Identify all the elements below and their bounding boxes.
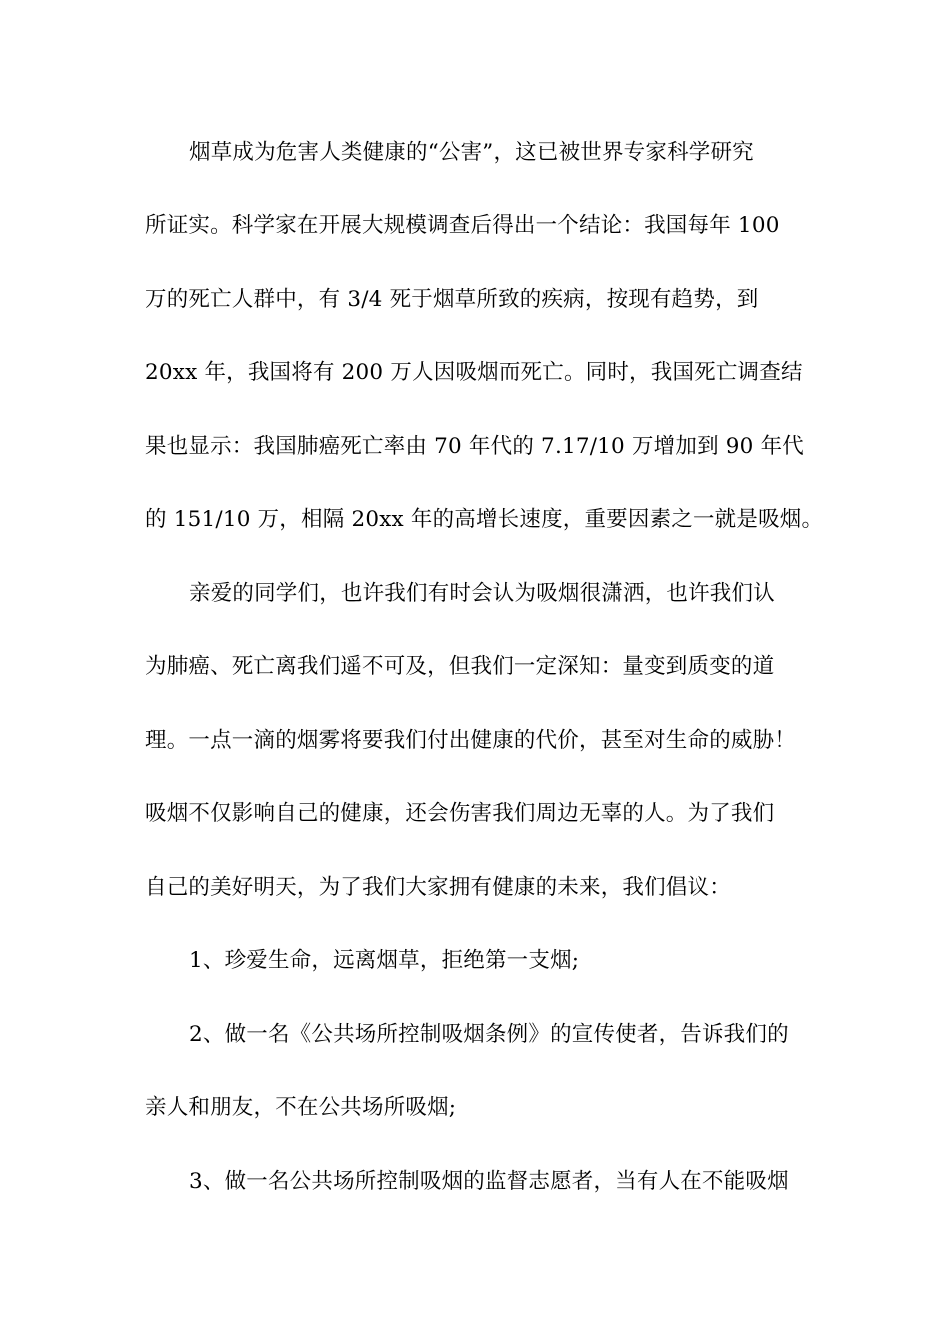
- text-line: 亲爱的同学们，也许我们有时会认为吸烟很潇洒，也许我们认: [189, 581, 775, 606]
- text-line: 吸烟不仅影响自己的健康，还会伤害我们周边无辜的人。为了我们: [145, 801, 775, 826]
- list-item: 2、做一名《公共场所控制吸烟条例》的宣传使者，告诉我们的: [189, 1022, 789, 1047]
- list-item: 1、珍爱生命，远离烟草，拒绝第一支烟;: [189, 948, 580, 973]
- text-line: 的 151/10 万，相隔 20xx 年的高增长速度，重要因素之一就是吸烟。: [145, 507, 824, 532]
- text-line: 亲人和朋友，不在公共场所吸烟;: [145, 1095, 457, 1120]
- text-line: 果也显示：我国肺癌死亡率由 70 年代的 7.17/10 万增加到 90 年代: [145, 434, 804, 459]
- text-line: 20xx 年，我国将有 200 万人因吸烟而死亡。同时，我国死亡调查结: [145, 360, 803, 385]
- text-line: 烟草成为危害人类健康的“公害”，这已被世界专家科学研究: [189, 140, 754, 165]
- text-line: 万的死亡人群中，有 3/4 死于烟草所致的疾病，按现有趋势，到: [145, 287, 759, 312]
- text-line: 理。一点一滴的烟雾将要我们付出健康的代价，甚至对生命的威胁！: [145, 728, 797, 753]
- list-item: 3、做一名公共场所控制吸烟的监督志愿者，当有人在不能吸烟: [189, 1169, 789, 1194]
- text-line: 自己的美好明天，为了我们大家拥有健康的未来，我们倡议：: [145, 875, 731, 900]
- text-line: 为肺癌、死亡离我们遥不可及，但我们一定深知：量变到质变的道: [145, 654, 775, 679]
- text-line: 所证实。科学家在开展大规模调查后得出一个结论：我国每年 100: [145, 213, 780, 238]
